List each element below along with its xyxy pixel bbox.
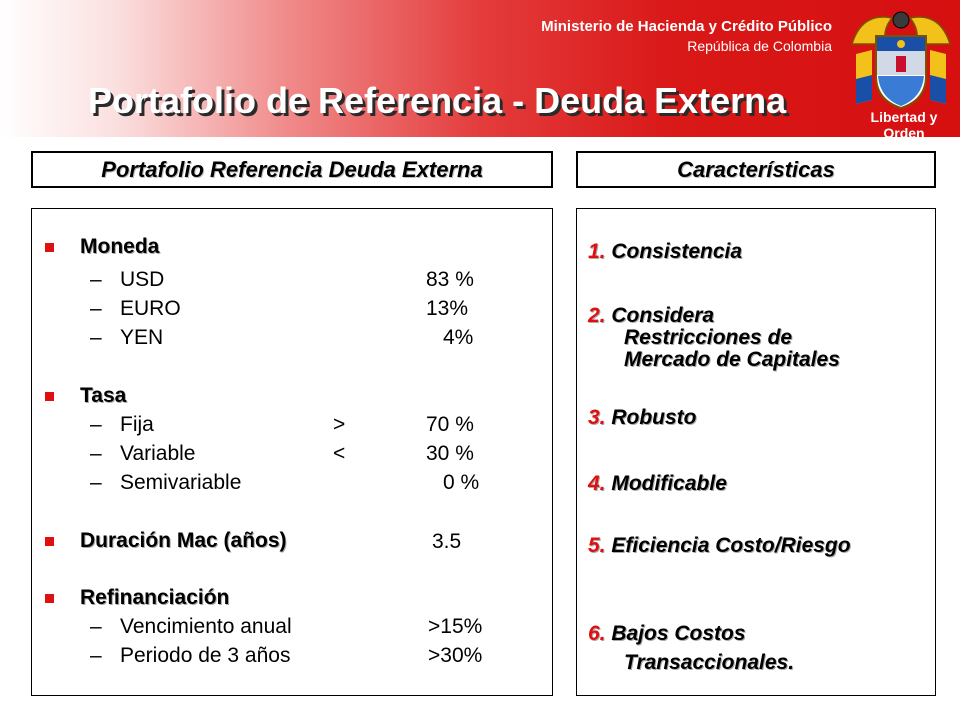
right-section-heading: Características <box>576 151 936 188</box>
bullet-icon <box>45 537 54 546</box>
rate-operator: < <box>333 442 346 465</box>
currency-name: YEN <box>120 326 164 349</box>
feature-item <box>588 304 714 328</box>
feature-number: 2. <box>588 304 606 327</box>
tasa-label: Tasa <box>80 384 127 407</box>
feature-text: Bajos Costos <box>611 622 746 645</box>
refinancing-name: Vencimiento anual <box>120 615 292 638</box>
dash-icon: – <box>90 297 102 320</box>
refinancing-name: Periodo de 3 años <box>120 644 291 667</box>
ministry-name: Ministerio de Hacienda y Crédito Público <box>541 18 832 35</box>
feature-item <box>588 622 746 646</box>
refinancing-label: Refinanciación <box>80 586 230 609</box>
ministry-block <box>541 18 832 54</box>
rate-operator: > <box>333 413 346 436</box>
rate-value: 30 % <box>426 442 474 465</box>
dash-icon: – <box>90 471 102 494</box>
currency-value: 4% <box>443 326 474 349</box>
dash-icon: – <box>90 413 102 436</box>
feature-text: Modificable <box>611 472 727 495</box>
logo-motto: Libertad y Orden <box>870 109 938 141</box>
feature-number: 5. <box>588 534 606 557</box>
rate-name: Semivariable <box>120 471 242 494</box>
moneda-label: Moneda <box>80 235 160 258</box>
feature-text: Robusto <box>611 406 697 429</box>
dash-icon: – <box>90 442 102 465</box>
currency-value: 13% <box>426 297 469 320</box>
bullet-icon <box>45 243 54 252</box>
rate-value: 70 % <box>426 413 474 436</box>
feature-item <box>588 472 727 496</box>
duration-label: Duración Mac (años) <box>80 529 287 552</box>
feature-item <box>588 240 742 264</box>
refinancing-value: >15% <box>428 615 483 638</box>
duration-value: 3.5 <box>432 530 462 553</box>
feature-number: 6. <box>588 622 606 645</box>
feature-number: 4. <box>588 472 606 495</box>
feature-text: Consistencia <box>611 240 743 263</box>
feature-text: Considera <box>611 304 715 327</box>
dash-icon: – <box>90 615 102 638</box>
refinancing-value: >30% <box>428 644 483 667</box>
currency-value: 83 % <box>426 268 474 291</box>
bullet-icon <box>45 594 54 603</box>
feature-number: 3. <box>588 406 606 429</box>
page-title: Portafolio de Referencia - Deuda Externa <box>88 80 787 121</box>
dash-icon: – <box>90 644 102 667</box>
dash-icon: – <box>90 268 102 291</box>
currency-name: USD <box>120 268 165 291</box>
rate-value: 0 % <box>443 471 480 494</box>
rate-name: Variable <box>120 442 196 465</box>
country-name: República de Colombia <box>687 38 832 54</box>
feature-item <box>588 406 697 430</box>
feature-text: Mercado de Capitales <box>624 348 840 371</box>
feature-item <box>588 534 851 558</box>
currency-name: EURO <box>120 297 181 320</box>
feature-text: Restricciones de <box>624 326 793 349</box>
left-section-heading: Portafolio Referencia Deuda Externa <box>31 151 553 188</box>
feature-number: 1. <box>588 240 606 263</box>
rate-name: Fija <box>120 413 154 436</box>
feature-text: Eficiencia Costo/Riesgo <box>611 534 851 557</box>
bullet-icon <box>45 392 54 401</box>
dash-icon: – <box>90 326 102 349</box>
feature-text: Transaccionales. <box>624 651 795 674</box>
